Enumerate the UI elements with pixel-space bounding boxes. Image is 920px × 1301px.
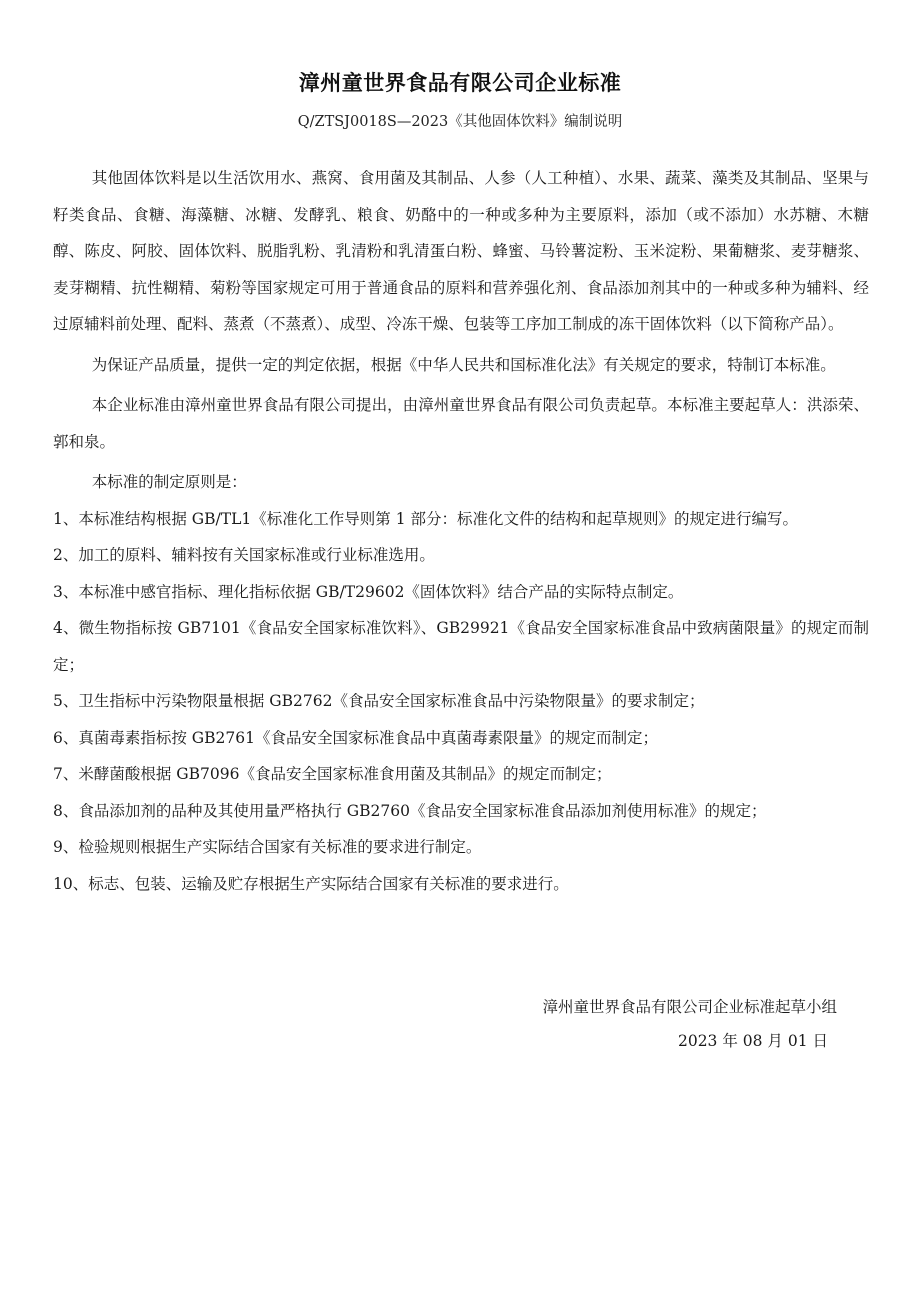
paragraph-drafters: 本企业标准由漳州童世界食品有限公司提出，由漳州童世界食品有限公司负责起草。本标准主要起草人：洪添荣、郭和泉。: [53, 396, 869, 451]
paragraph-purpose: 为保证产品质量，提供一定的判定依据，根据《中华人民共和国标准化法》有关规定的要求，特制订本标准。: [91, 355, 836, 374]
principle-item: 3、本标准中感官指标、理化指标依据 GB/T29602《固体饮料》结合产品的实际特点制定。: [53, 582, 684, 601]
principle-item: 8、食品添加剂的品种及其使用量严格执行 GB2760《食品安全国家标准食品添加剂使用标准》的规定；: [53, 801, 767, 820]
document-title: 漳州童世界食品有限公司企业标准: [298, 71, 622, 95]
principle-item: 4、微生物指标按 GB7101《食品安全国家标准饮料》、GB29921《食品安全国家标准食品中致病菌限量》的规定而制定；: [53, 619, 869, 674]
paragraph-principles-intro: 本标准的制定原则是：: [91, 473, 247, 491]
principle-item: 2、加工的原料、辅料按有关国家标准或行业标准选用。: [53, 546, 435, 564]
principle-item: 7、米酵菌酸根据 GB7096《食品安全国家标准食用菌及其制品》的规定而制定；: [53, 765, 612, 783]
document-body: [53, 160, 869, 902]
principle-item: 1、本标准结构根据 GB/TL1《标准化工作导则第 1 部分：标准化文件的结构和起草规则》的规定进行编写。: [53, 509, 798, 528]
signature-date: 2023 年 08 月 01 日: [677, 1032, 828, 1050]
paragraph-product-definition: 其他固体饮料是以生活饮用水、燕窝、食用菌及其制品、人参（人工种植）、水果、蔬菜、藻类及其制品、坚果与籽类食品、食糖、海藻糖、冰糖、发酵乳、粮食、奶酪中的一种或多种为主要原料，添加（或不添加）水苏糖、木糖醇、陈皮、阿胶、固体饮料、脱脂乳粉、乳清粉和乳清蛋白粉、蜂蜜、马铃薯淀粉、玉米淀粉、果葡糖浆、麦芽糖浆、麦芽糊精、抗性糊精、菊粉等国家规定可用于普通食品的原料和营养强化剂、食品添加剂其中的一种或多种为辅料、经过原辅料前处理、配料、蒸煮（不蒸煮）、成型、冷冻干燥、包装等工序加工制成的冻干固体饮料（以下简称产品）。: [53, 169, 869, 333]
principle-item: 5、卫生指标中污染物限量根据 GB2762《食品安全国家标准食品中污染物限量》的要求制定；: [53, 692, 705, 710]
signature-organization: 漳州童世界食品有限公司企业标准起草小组: [542, 998, 837, 1016]
principle-item: 6、真菌毒素指标按 GB2761《食品安全国家标准食品中真菌毒素限量》的规定而制定；: [53, 728, 659, 747]
principle-item: 10、标志、包装、运输及贮存根据生产实际结合国家有关标准的要求进行。: [53, 874, 569, 893]
document-subtitle: Q/ZTSJ0018S—2023《其他固体饮料》编制说明: [297, 114, 623, 130]
principle-item: 9、检验规则根据生产实际结合国家有关标准的要求进行制定。: [53, 838, 482, 856]
